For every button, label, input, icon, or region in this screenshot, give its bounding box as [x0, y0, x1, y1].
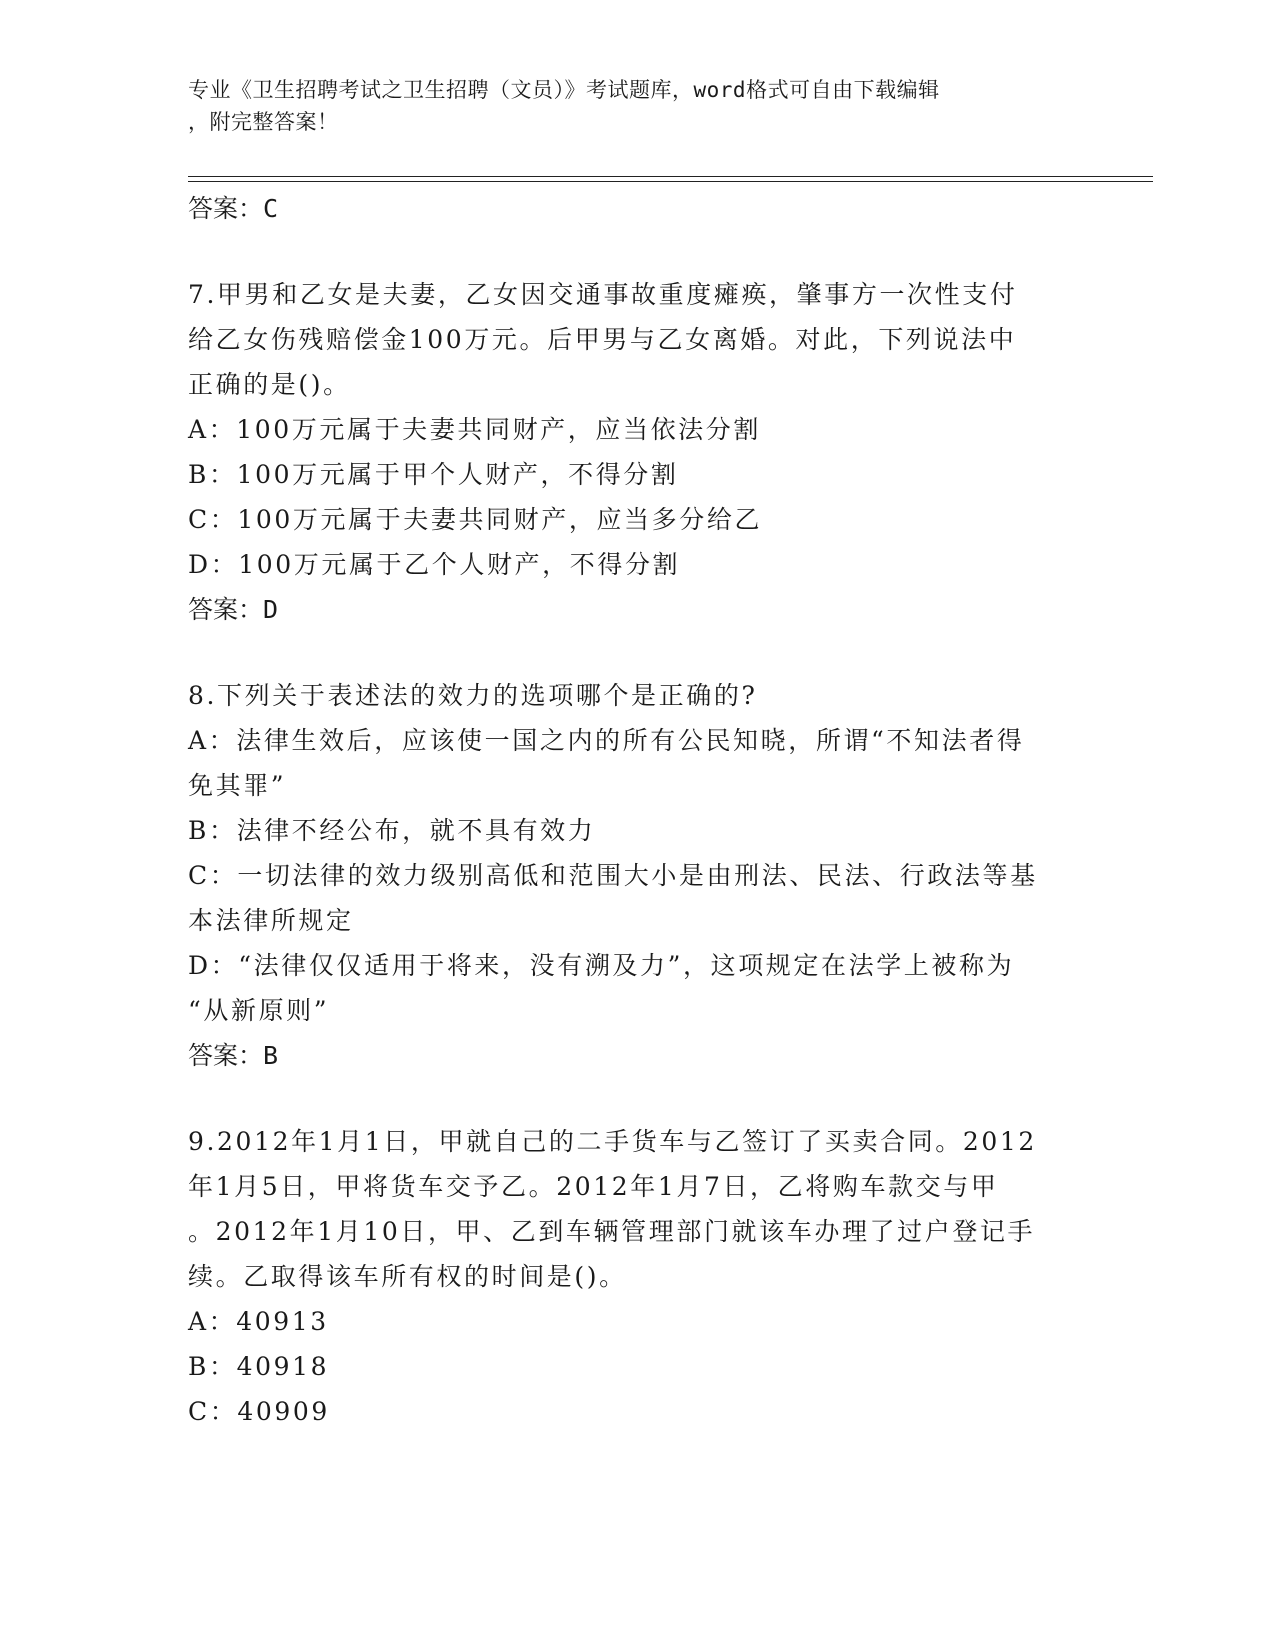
document-body: [188, 186, 1088, 1434]
question-7-stem-line-1: 7.甲男和乙女是夫妻，乙女因交通事故重度瘫痪，肇事方一次性支付: [188, 280, 1018, 309]
header-line-1: 专业《卫生招聘考试之卫生招聘（文员）》考试题库，word格式可自由下载编辑: [188, 78, 940, 102]
header-divider-bottom: [188, 181, 1153, 182]
question-8-option-c-line-2: 本法律所规定: [188, 906, 354, 935]
question-9-stem-line-2: 年1月5日，甲将货车交予乙。2012年1月7日，乙将购车款交与甲: [188, 1172, 999, 1201]
question-8-option-c-line-1: C：一切法律的效力级别高低和范围大小是由刑法、民法、行政法等基: [188, 861, 1038, 890]
question-7-option-a: A：100万元属于夫妻共同财产，应当依法分割: [188, 415, 761, 444]
spacer: [188, 232, 1088, 272]
question-8-option-b: B：法律不经公布，就不具有效力: [188, 816, 596, 845]
question-9: [188, 1119, 1088, 1434]
question-9-stem-line-3: 。2012年1月10日，甲、乙到车辆管理部门就该车办理了过户登记手: [188, 1217, 1036, 1246]
question-8: [188, 673, 1088, 1079]
spacer: [188, 633, 1088, 673]
question-8-option-d-line-1: D：“法律仅仅适用于将来，没有溯及力”，这项规定在法学上被称为: [188, 951, 1015, 980]
previous-answer: 答案：C: [188, 194, 279, 223]
question-8-option-a-line-1: A：法律生效后，应该使一国之内的所有公民知晓，所谓“不知法者得: [188, 726, 1025, 755]
header-line-2: ，附完整答案！: [188, 110, 339, 134]
question-7-stem-line-2: 给乙女伤残赔偿金100万元。后甲男与乙女离婚。对此，下列说法中: [188, 325, 1017, 354]
question-9-option-c: C：40909: [188, 1397, 330, 1426]
question-7-answer: 答案：D: [188, 595, 279, 624]
question-9-stem-line-1: 9.2012年1月1日，甲就自己的二手货车与乙签订了买卖合同。2012: [188, 1127, 1037, 1156]
question-8-answer: 答案：B: [188, 1041, 279, 1070]
question-8-option-a-line-2: 免其罪”: [188, 771, 287, 800]
question-9-option-b: B：40918: [188, 1352, 330, 1381]
question-8-stem: 8.下列关于表述法的效力的选项哪个是正确的?: [188, 681, 758, 710]
spacer: [188, 1079, 1088, 1119]
question-7-stem-line-3: 正确的是()。: [188, 370, 351, 399]
question-7-option-d: D：100万元属于乙个人财产，不得分割: [188, 550, 681, 579]
question-8-option-d-line-2: “从新原则”: [188, 996, 330, 1025]
question-9-option-a: A：40913: [188, 1307, 329, 1336]
question-7: [188, 272, 1088, 633]
header-divider-top: [188, 176, 1153, 177]
question-7-option-c: C：100万元属于夫妻共同财产，应当多分给乙: [188, 505, 763, 534]
document-header: [188, 74, 1068, 138]
question-9-stem-line-4: 续。乙取得该车所有权的时间是()。: [188, 1262, 627, 1291]
question-7-option-b: B：100万元属于甲个人财产，不得分割: [188, 460, 679, 489]
